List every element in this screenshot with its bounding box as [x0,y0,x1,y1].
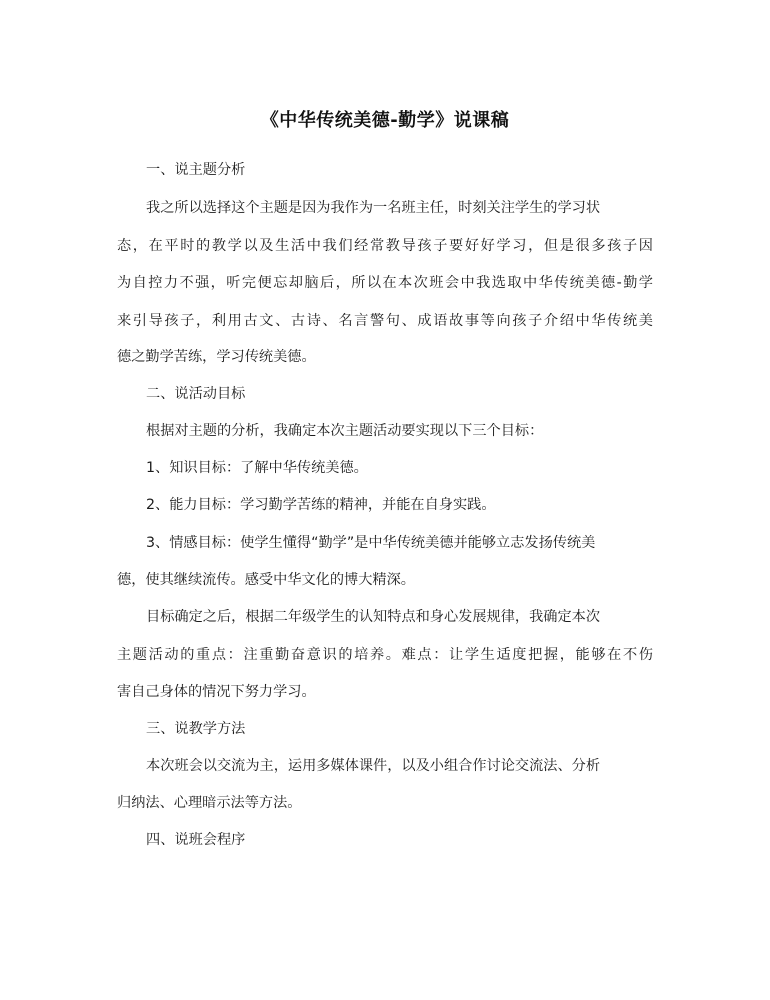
paragraph-line: 根据对主题的分析，我确定本次主题活动要实现以下三个目标： [146,423,544,439]
paragraph-line: 我之所以选择这个主题是因为我作为一名班主任，时刻关注学生的学习状 [146,200,601,216]
paragraph-line: 本次班会以交流为主，运用多媒体课件，以及小组合作讨论交流法、分析 [146,758,601,774]
paragraph-line: 目标确定之后，根据二年级学生的认知特点和身心发展规律，我确定本次 [146,609,601,625]
paragraph-line: 为自控力不强，听完便忘却脑后，所以在本次班会中我选取中华传统美德-勤学 [117,275,653,291]
paragraph-line: 主题活动的重点：注重勤奋意识的培养。难点：让学生适度把握，能够在不伤 [117,647,653,663]
section-heading-2: 二、说活动目标 [146,386,246,402]
paragraph-line: 德之勤学苦练，学习传统美德。 [117,349,316,365]
paragraph-line: 来引导孩子，利用古文、古诗、名言警句、成语故事等向孩子介绍中华传统美 [117,313,653,329]
paragraph-line: 德，使其继续流传。感受中华文化的博大精深。 [117,572,415,588]
list-item-3: 3、情感目标：使学生懂得“勤学”是中华传统美德并能够立志发扬传统美 [146,535,596,551]
list-item-1: 1、知识目标：了解中华传统美德。 [146,460,368,476]
section-heading-3: 三、说教学方法 [146,721,246,737]
list-item-2: 2、能力目标：学习勤学苦练的精神，并能在自身实践。 [146,497,496,513]
section-heading-1: 一、说主题分析 [146,162,246,178]
paragraph-line: 态，在平时的教学以及生活中我们经常教导孩子要好好学习，但是很多孩子因 [117,238,653,254]
document-title: 《中华传统美德-勤学》说课稿 [260,110,510,131]
paragraph-line: 害自己身体的情况下努力学习。 [117,684,316,700]
section-heading-4: 四、说班会程序 [146,832,246,848]
paragraph-line: 归纳法、心理暗示法等方法。 [117,795,302,811]
